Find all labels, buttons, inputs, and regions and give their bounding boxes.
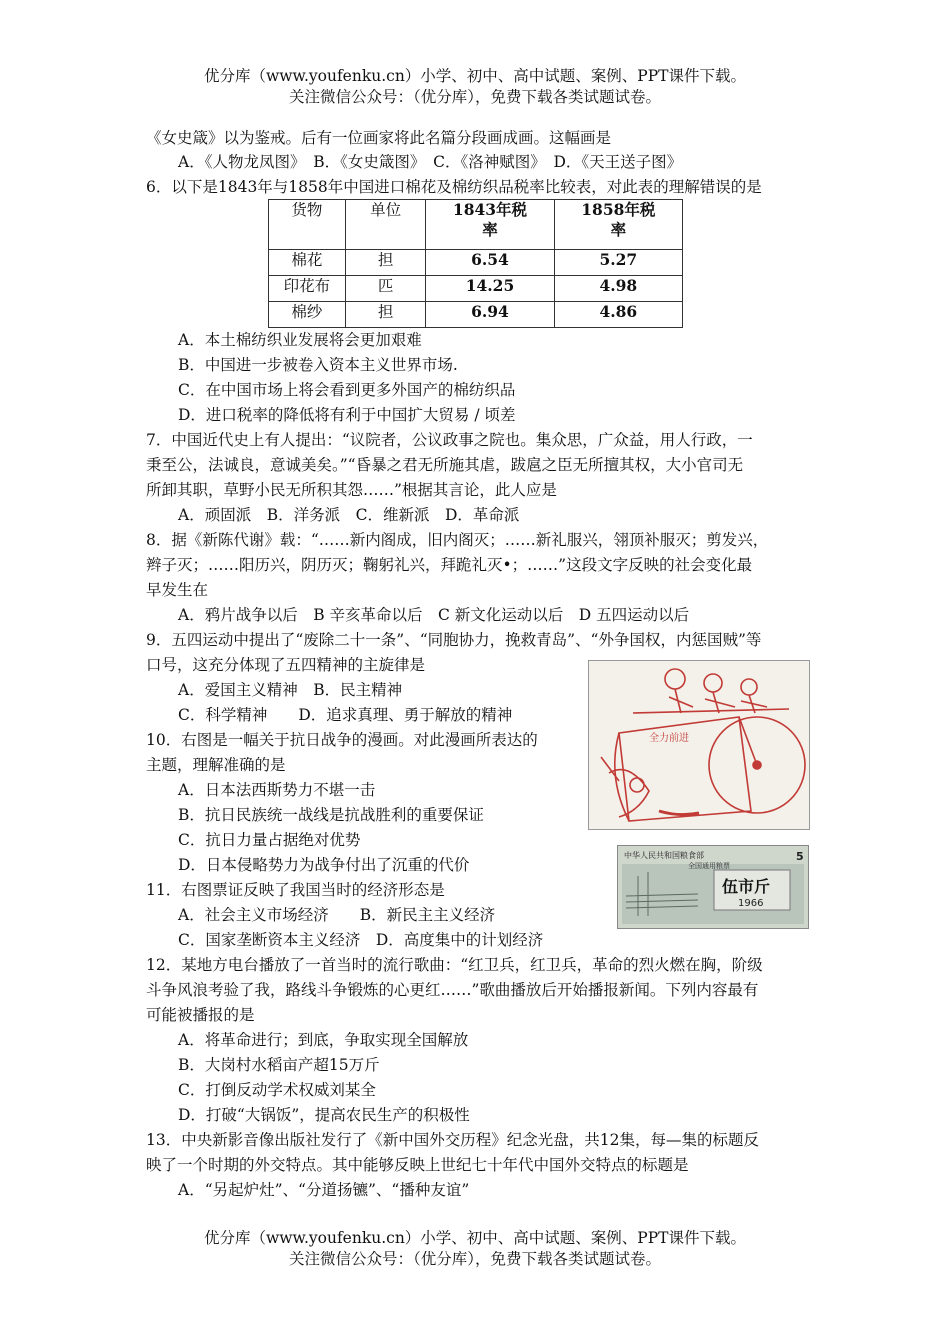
table-cell: 担 [345,250,425,276]
q7-line-1: 7．中国近代史上有人提出：“议院者，公议政事之院也。集众思，广众益，用人行政，一 [146,431,753,449]
q10-line-2: 主题，理解准确的是 [146,756,286,774]
q9-line-2: 口号，这充分体现了五四精神的主旋律是 [146,656,426,674]
q10-line-1: 10．右图是一幅关于抗日战争的漫画。对此漫画所表达的 [146,731,538,749]
q12-line-2: 斗争风浪考验了我，路线斗争锻炼的心更红……”歌曲播放后开始播报新闻。下列内容最有 [146,981,759,999]
q5-options: A．《人物龙凤图》 B．《女史箴图》 C．《洛神赋图》 D．《天王送子图》 [178,153,683,171]
table-cell: 4.86 [554,302,682,328]
q13-line-2: 映了一个时期的外交特点。其中能够反映上世纪七十年代中国外交特点的标题是 [146,1156,689,1174]
q10-option-b: B．抗日民族统一战线是抗战胜利的重要保证 [178,806,484,824]
q9-line-1: 9．五四运动中提出了“废除二十一条”、“同胞协力，挽救青岛”、“外争国权，内惩国贼”等 [146,631,762,649]
q12-line-1: 12．某地方电台播放了一首当时的流行歌曲：“红卫兵，红卫兵，革命的烈火燃在胸，阶级 [146,956,763,974]
anti-japanese-cartoon [588,660,810,830]
q9-options-2: C．科学精神 D．追求真理、勇于解放的精神 [178,706,513,724]
header-line-2: 关注微信公众号：（优分库），免费下载各类试题试卷。 [288,88,661,106]
header-line-1: 优分库（www.youfenku.cn）小学、初中、高中试题、案例、PPT课件下载。 [203,67,747,85]
q8-line-3: 早发生在 [146,581,209,599]
grain-ticket-drawing [618,846,808,928]
table-header-row [269,200,683,250]
ticket-amount: 伍市斤 [722,877,771,896]
q10-option-c: C．抗日力量占据绝对优势 [178,831,361,849]
q12-option-c: C．打倒反动学术权威刘某全 [178,1081,376,1099]
q8-line-2: 辫子灭；……阳历兴，阴历灭；鞠躬礼兴，拜跪礼灭•；……”这段文字反映的社会变化最 [146,556,753,574]
table-cell: 匹 [345,276,425,302]
table-header-cell: 1858年税率 [554,200,682,250]
q7-options: A．顽固派 B．洋务派 C．维新派 D．革命派 [178,506,520,524]
table-header-cell: 单位 [345,200,425,250]
q11-options-1: A．社会主义市场经济 B．新民主主义经济 [178,906,496,924]
q10-option-a: A．日本法西斯势力不堪一击 [178,781,376,799]
table-cell: 担 [345,302,425,328]
table-row [269,276,683,302]
q6-stem: 6．以下是1843年与1858年中国进口棉花及棉纺织品税率比较表，对此表的理解错误的是 [146,178,762,196]
ticket-issuer: 中华人民共和国粮食部 [624,851,704,860]
table-cell: 5.27 [554,250,682,276]
q12-option-a: A．将革命进行；到底，争取实现全国解放 [178,1031,469,1049]
table-row [269,250,683,276]
grain-ticket [617,845,809,929]
q6-option-b: B．中国进一步被卷入资本主义世界市场. [178,356,458,374]
q7-line-3: 所卸其职，草野小民无所积其怨……”根据其言论，此人应是 [146,481,557,499]
q6-option-c: C．在中国市场上将会看到更多外国产的棉纺织品 [178,381,516,399]
q10-option-d: D．日本侵略势力为战争付出了沉重的代价 [178,856,470,874]
table-cell: 4.98 [554,276,682,302]
ticket-number: 5 [796,850,804,863]
q6-option-a: A．本土棉纺织业发展将会更加艰难 [178,331,422,349]
footer-line-1: 优分库（www.youfenku.cn）小学、初中、高中试题、案例、PPT课件下载。 [203,1229,747,1247]
tariff-table [268,199,683,328]
table-cell: 印花布 [269,276,346,302]
q13-line-1: 13．中央新影音像出版社发行了《新中国外交历程》纪念光盘，共12集，每—集的标题反 [146,1131,759,1149]
q12-option-b: B．大岗村水稻亩产超15万斤 [178,1056,380,1074]
ticket-subtitle: 全国通用粮票 [688,862,730,870]
footer-line-2: 关注微信公众号：（优分库），免费下载各类试题试卷。 [288,1250,661,1268]
q12-option-d: D．打破“大锅饭”，提高农民生产的积极性 [178,1106,470,1124]
q7-line-2: 秉至公，法诚良，意诚美矣。”“昏暴之君无所施其虐，跋扈之臣无所擅其权，大小官司无 [146,456,744,474]
q6-option-d: D．进口税率的降低将有利于中国扩大贸易 / 顷差 [178,406,516,424]
table-cell: 6.54 [426,250,554,276]
q13-option-a: A．“另起炉灶”、“分道扬镳”、“播种友谊” [178,1181,470,1199]
q8-line-1: 8．据《新陈代谢》载：“……新内阁成，旧内阁灭；……新礼服兴，翎顶补服灭；剪发兴， [146,531,769,549]
table-cell: 棉花 [269,250,346,276]
cartoon-drawing [589,661,809,829]
table-header-cell: 货物 [269,200,346,250]
q11-stem: 11．右图票证反映了我国当时的经济形态是 [146,881,445,899]
table-cell: 14.25 [426,276,554,302]
table-header-cell: 1843年税率 [426,200,554,250]
table-row [269,302,683,328]
table-cell: 6.94 [426,302,554,328]
table-cell: 棉纱 [269,302,346,328]
q12-line-3: 可能被播报的是 [146,1006,255,1024]
cartoon-caption: 全力前进 [649,733,689,744]
q8-options: A．鸦片战争以后 B 辛亥革命以后 C 新文化运动以后 D 五四运动以后 [178,606,690,624]
q11-options-2: C．国家垄断资本主义经济 D．高度集中的计划经济 [178,931,544,949]
ticket-year: 1966 [738,898,764,909]
q5-stem: 《女史箴》以为鉴戒。后有一位画家将此名篇分段画成画。这幅画是 [146,129,612,147]
q9-options-1: A．爱国主义精神 B．民主精神 [178,681,403,699]
